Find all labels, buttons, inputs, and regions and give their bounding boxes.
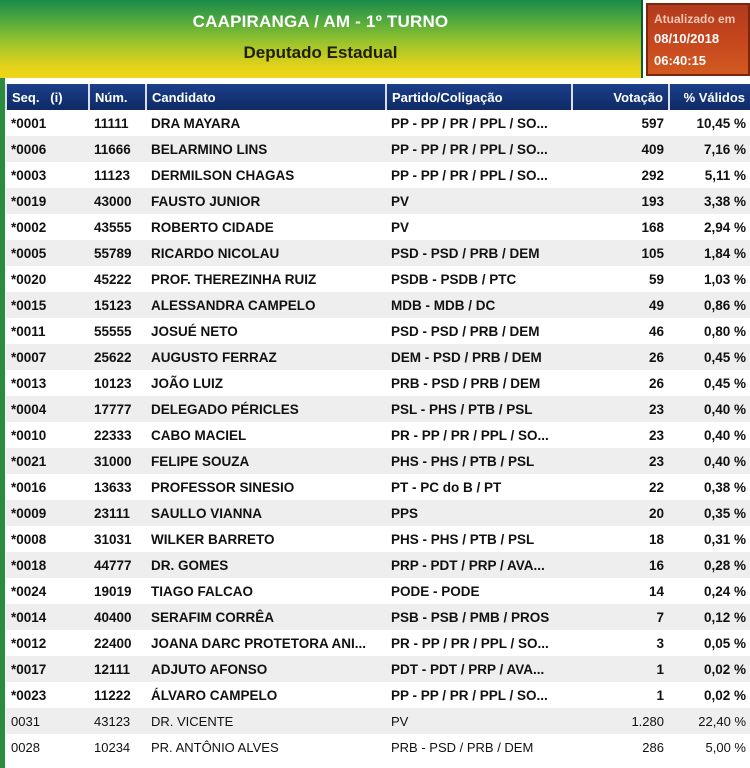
party-cell: PV xyxy=(386,188,572,214)
col-header-votes[interactable]: Votação xyxy=(572,84,669,110)
seq-cell: *0013 xyxy=(6,370,89,396)
candidate-cell: DERMILSON CHAGAS xyxy=(146,162,386,188)
table-row xyxy=(6,344,750,370)
col-header-num[interactable]: Núm. xyxy=(89,84,146,110)
seq-cell: *0017 xyxy=(6,656,89,682)
party-cell: PHS - PHS / PTB / PSL xyxy=(386,448,572,474)
table-row xyxy=(6,630,750,656)
seq-cell: *0011 xyxy=(6,318,89,344)
party-cell: PRB - PSD / PRB / DEM xyxy=(386,734,572,760)
candidate-cell: RICARDO NICOLAU xyxy=(146,240,386,266)
candidate-cell: ALESSANDRA CAMPELO xyxy=(146,292,386,318)
party-cell: PSD - PSD / PRB / DEM xyxy=(386,318,572,344)
votes-cell: 168 xyxy=(572,214,669,240)
seq-cell: 0028 xyxy=(6,734,89,760)
seq-cell: *0004 xyxy=(6,396,89,422)
table-row xyxy=(6,318,750,344)
table-row xyxy=(6,578,750,604)
number-cell: 19019 xyxy=(89,578,146,604)
seq-cell: *0010 xyxy=(6,422,89,448)
percent-cell: 0,05 % xyxy=(669,630,750,656)
seq-cell: *0008 xyxy=(6,526,89,552)
percent-cell: 0,24 % xyxy=(669,578,750,604)
candidate-cell: ÁLVARO CAMPELO xyxy=(146,682,386,708)
number-cell: 23111 xyxy=(89,500,146,526)
party-cell: PP - PP / PR / PPL / SO... xyxy=(386,136,572,162)
number-cell: 31000 xyxy=(89,448,146,474)
seq-cell: *0006 xyxy=(6,136,89,162)
number-cell: 11123 xyxy=(89,162,146,188)
votes-cell: 3 xyxy=(572,630,669,656)
table-row xyxy=(6,500,750,526)
page-subtitle: Deputado Estadual xyxy=(243,43,398,62)
votes-cell: 1 xyxy=(572,682,669,708)
party-cell: PP - PP / PR / PPL / SO... xyxy=(386,682,572,708)
votes-cell: 26 xyxy=(572,370,669,396)
number-cell: 25622 xyxy=(89,344,146,370)
number-cell: 11111 xyxy=(89,110,146,136)
percent-cell: 0,28 % xyxy=(669,552,750,578)
seq-cell: *0003 xyxy=(6,162,89,188)
candidate-cell: JOÃO LUIZ xyxy=(146,370,386,396)
table-row xyxy=(6,214,750,240)
votes-cell: 26 xyxy=(572,344,669,370)
number-cell: 45222 xyxy=(89,266,146,292)
seq-cell: *0005 xyxy=(6,240,89,266)
table-row xyxy=(6,526,750,552)
party-cell: PRB - PSD / PRB / DEM xyxy=(386,370,572,396)
seq-cell: 0031 xyxy=(6,708,89,734)
table-row xyxy=(6,162,750,188)
votes-cell: 1.280 xyxy=(572,708,669,734)
table-row xyxy=(6,474,750,500)
party-cell: PPS xyxy=(386,500,572,526)
percent-cell: 0,02 % xyxy=(669,682,750,708)
number-cell: 55555 xyxy=(89,318,146,344)
number-cell: 15123 xyxy=(89,292,146,318)
votes-cell: 23 xyxy=(572,448,669,474)
percent-cell: 2,94 % xyxy=(669,214,750,240)
votes-cell: 49 xyxy=(572,292,669,318)
percent-cell: 0,38 % xyxy=(669,474,750,500)
number-cell: 10123 xyxy=(89,370,146,396)
votes-cell: 292 xyxy=(572,162,669,188)
page-header xyxy=(0,0,643,78)
votes-cell: 193 xyxy=(572,188,669,214)
col-header-candidate[interactable]: Candidato xyxy=(146,84,386,110)
percent-cell: 0,12 % xyxy=(669,604,750,630)
candidate-cell: BELARMINO LINS xyxy=(146,136,386,162)
party-cell: PRP - PDT / PRP / AVA... xyxy=(386,552,572,578)
number-cell: 22333 xyxy=(89,422,146,448)
table-row xyxy=(6,448,750,474)
results-table xyxy=(5,84,750,760)
seq-cell: *0020 xyxy=(6,266,89,292)
table-row xyxy=(6,422,750,448)
seq-cell: *0001 xyxy=(6,110,89,136)
number-cell: 12111 xyxy=(89,656,146,682)
table-row xyxy=(6,188,750,214)
percent-cell: 5,00 % xyxy=(669,734,750,760)
party-cell: PDT - PDT / PRP / AVA... xyxy=(386,656,572,682)
candidate-cell: FAUSTO JUNIOR xyxy=(146,188,386,214)
candidate-cell: FELIPE SOUZA xyxy=(146,448,386,474)
party-cell: PT - PC do B / PT xyxy=(386,474,572,500)
candidate-cell: DRA MAYARA xyxy=(146,110,386,136)
votes-cell: 18 xyxy=(572,526,669,552)
number-cell: 43555 xyxy=(89,214,146,240)
party-cell: PR - PP / PR / PPL / SO... xyxy=(386,422,572,448)
percent-cell: 5,11 % xyxy=(669,162,750,188)
number-cell: 10234 xyxy=(89,734,146,760)
candidate-cell: JOSUÉ NETO xyxy=(146,318,386,344)
table-header-row xyxy=(6,84,750,110)
candidate-cell: JOANA DARC PROTETORA ANI... xyxy=(146,630,386,656)
votes-cell: 14 xyxy=(572,578,669,604)
party-cell: PSB - PSB / PMB / PROS xyxy=(386,604,572,630)
table-row xyxy=(6,708,750,734)
candidate-cell: PR. ANTÔNIO ALVES xyxy=(146,734,386,760)
votes-cell: 16 xyxy=(572,552,669,578)
number-cell: 13633 xyxy=(89,474,146,500)
party-cell: PHS - PHS / PTB / PSL xyxy=(386,526,572,552)
percent-cell: 0,40 % xyxy=(669,396,750,422)
number-cell: 44777 xyxy=(89,552,146,578)
col-header-percent[interactable]: % Válidos xyxy=(669,84,750,110)
table-row xyxy=(6,370,750,396)
party-cell: PSL - PHS / PTB / PSL xyxy=(386,396,572,422)
votes-cell: 46 xyxy=(572,318,669,344)
percent-cell: 0,40 % xyxy=(669,448,750,474)
percent-cell: 10,45 % xyxy=(669,110,750,136)
seq-cell: *0019 xyxy=(6,188,89,214)
percent-cell: 1,03 % xyxy=(669,266,750,292)
percent-cell: 0,40 % xyxy=(669,422,750,448)
candidate-cell: WILKER BARRETO xyxy=(146,526,386,552)
party-cell: PSDB - PSDB / PTC xyxy=(386,266,572,292)
votes-cell: 7 xyxy=(572,604,669,630)
number-cell: 43000 xyxy=(89,188,146,214)
table-row xyxy=(6,396,750,422)
seq-cell: *0007 xyxy=(6,344,89,370)
number-cell: 17777 xyxy=(89,396,146,422)
table-row xyxy=(6,604,750,630)
party-cell: PP - PP / PR / PPL / SO... xyxy=(386,162,572,188)
party-cell: PODE - PODE xyxy=(386,578,572,604)
seq-cell: *0016 xyxy=(6,474,89,500)
votes-cell: 22 xyxy=(572,474,669,500)
candidate-cell: SAULLO VIANNA xyxy=(146,500,386,526)
table-row xyxy=(6,656,750,682)
table-row xyxy=(6,266,750,292)
seq-cell: *0018 xyxy=(6,552,89,578)
table-row xyxy=(6,292,750,318)
table-row xyxy=(6,240,750,266)
votes-cell: 409 xyxy=(572,136,669,162)
update-status-box xyxy=(646,3,750,76)
seq-cell: *0023 xyxy=(6,682,89,708)
votes-cell: 286 xyxy=(572,734,669,760)
table-row xyxy=(6,682,750,708)
votes-cell: 59 xyxy=(572,266,669,292)
party-cell: PSD - PSD / PRB / DEM xyxy=(386,240,572,266)
votes-cell: 1 xyxy=(572,656,669,682)
number-cell: 22400 xyxy=(89,630,146,656)
candidate-cell: PROFESSOR SINESIO xyxy=(146,474,386,500)
votes-cell: 105 xyxy=(572,240,669,266)
percent-cell: 0,45 % xyxy=(669,344,750,370)
candidate-cell: SERAFIM CORRÊA xyxy=(146,604,386,630)
col-header-party[interactable]: Partido/Coligação xyxy=(386,84,572,110)
percent-cell: 7,16 % xyxy=(669,136,750,162)
number-cell: 40400 xyxy=(89,604,146,630)
updated-time: 06:40:15 xyxy=(654,53,707,68)
votes-cell: 597 xyxy=(572,110,669,136)
percent-cell: 1,84 % xyxy=(669,240,750,266)
party-cell: PR - PP / PR / PPL / SO... xyxy=(386,630,572,656)
seq-cell: *0024 xyxy=(6,578,89,604)
percent-cell: 0,45 % xyxy=(669,370,750,396)
table-row xyxy=(6,136,750,162)
candidate-cell: ADJUTO AFONSO xyxy=(146,656,386,682)
seq-cell: *0002 xyxy=(6,214,89,240)
party-cell: DEM - PSD / PRB / DEM xyxy=(386,344,572,370)
seq-cell: *0014 xyxy=(6,604,89,630)
party-cell: PP - PP / PR / PPL / SO... xyxy=(386,110,572,136)
seq-cell: *0012 xyxy=(6,630,89,656)
candidate-cell: TIAGO FALCAO xyxy=(146,578,386,604)
updated-date: 08/10/2018 xyxy=(654,31,720,46)
candidate-cell: ROBERTO CIDADE xyxy=(146,214,386,240)
candidate-cell: CABO MACIEL xyxy=(146,422,386,448)
number-cell: 31031 xyxy=(89,526,146,552)
table-row xyxy=(6,734,750,760)
table-row xyxy=(6,552,750,578)
party-cell: PV xyxy=(386,214,572,240)
percent-cell: 3,38 % xyxy=(669,188,750,214)
candidate-cell: PROF. THEREZINHA RUIZ xyxy=(146,266,386,292)
percent-cell: 0,80 % xyxy=(669,318,750,344)
party-cell: PV xyxy=(386,708,572,734)
percent-cell: 0,86 % xyxy=(669,292,750,318)
page-title: CAAPIRANGA / AM - 1º TURNO xyxy=(192,12,449,31)
number-cell: 11666 xyxy=(89,136,146,162)
number-cell: 43123 xyxy=(89,708,146,734)
seq-cell: *0021 xyxy=(6,448,89,474)
number-cell: 55789 xyxy=(89,240,146,266)
seq-cell: *0009 xyxy=(6,500,89,526)
table-row xyxy=(6,110,750,136)
candidate-cell: DR. VICENTE xyxy=(146,708,386,734)
percent-cell: 22,40 % xyxy=(669,708,750,734)
number-cell: 11222 xyxy=(89,682,146,708)
percent-cell: 0,35 % xyxy=(669,500,750,526)
votes-cell: 23 xyxy=(572,396,669,422)
votes-cell: 20 xyxy=(572,500,669,526)
seq-cell: *0015 xyxy=(6,292,89,318)
updated-label: Atualizado em xyxy=(654,12,736,26)
candidate-cell: DELEGADO PÉRICLES xyxy=(146,396,386,422)
votes-cell: 23 xyxy=(572,422,669,448)
col-header-seq[interactable]: Seq. (i) xyxy=(6,84,89,110)
percent-cell: 0,02 % xyxy=(669,656,750,682)
candidate-cell: DR. GOMES xyxy=(146,552,386,578)
percent-cell: 0,31 % xyxy=(669,526,750,552)
candidate-cell: AUGUSTO FERRAZ xyxy=(146,344,386,370)
party-cell: MDB - MDB / DC xyxy=(386,292,572,318)
